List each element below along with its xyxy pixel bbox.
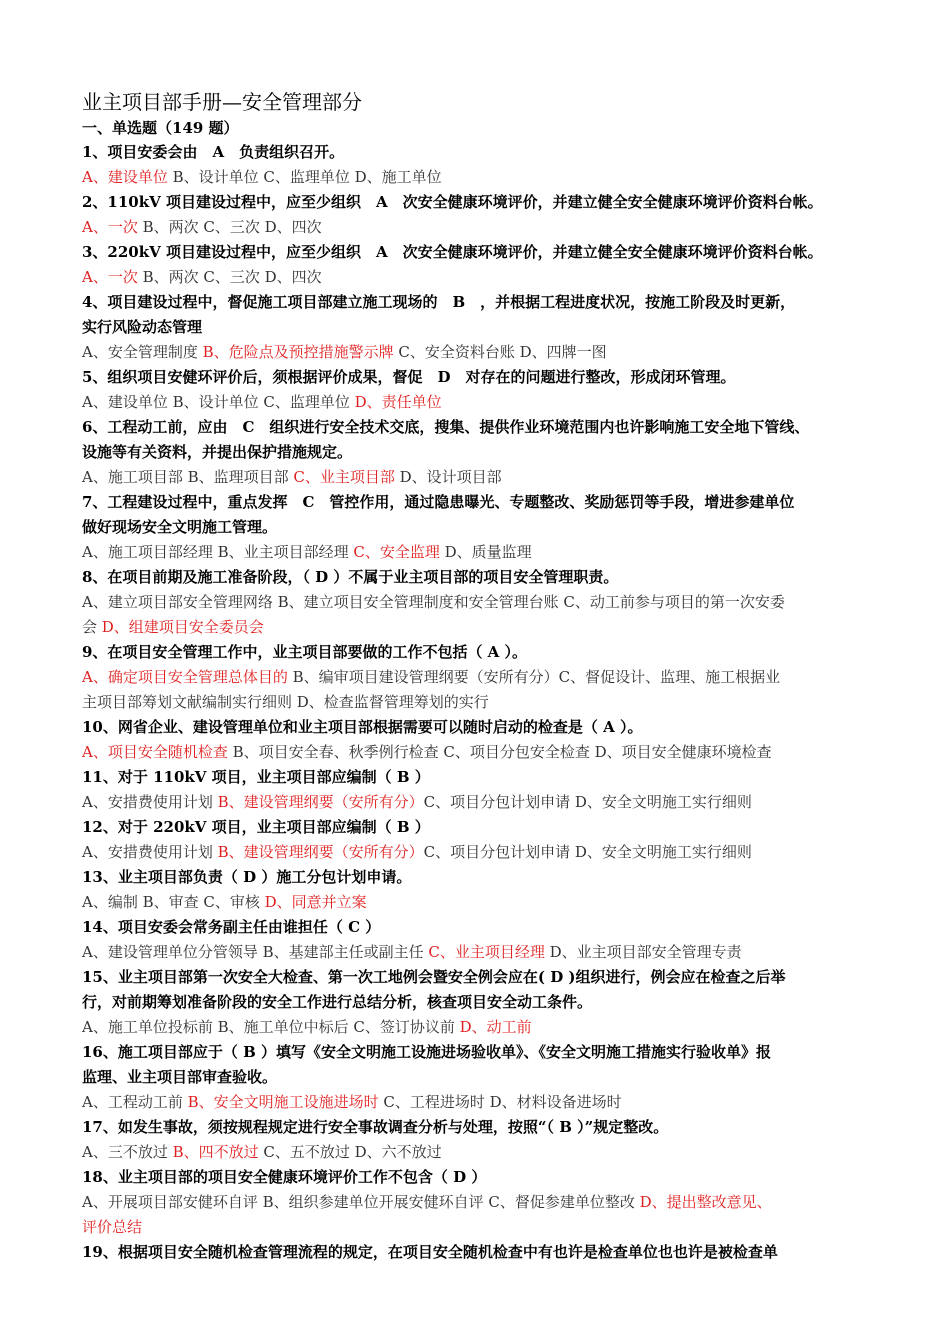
question-text: 13、业主项目部负责（ D ）施工分包计划申请。 (82, 868, 412, 886)
options-line (82, 465, 882, 490)
answer-option: B、建设管理纲要（安所有分） (217, 793, 424, 811)
option-text: C、五不放过 D、六不放过 (258, 1143, 442, 1161)
options-line (82, 390, 882, 415)
answer-option: B、建设管理纲要（安所有分） (217, 843, 424, 861)
question-text: 行，对前期筹划准备阶段的安全工作进行总结分析，核查项目安全动工条件。 (82, 993, 593, 1011)
option-text: B、两次 C、三次 D、四次 (137, 268, 322, 286)
option-text: A、建设单位 B、设计单位 C、监理单位 (82, 393, 355, 411)
question-block (82, 415, 882, 490)
option-text: D、设计项目部 (394, 468, 502, 486)
question-block (82, 190, 882, 240)
option-text: A、安全管理制度 (82, 343, 203, 361)
option-text: A、建立项目部安全管理网络 B、建立项目安全管理制度和安全管理台账 C、动工前参与项目的第一次安委 (82, 593, 785, 611)
question-text: 14、项目安委会常务副主任由谁担任（ C ） (82, 918, 381, 936)
question-block (82, 715, 882, 765)
question-text: 4、项目建设过程中，督促施工项目部建立施工现场的 B ，并根据工程进度状况，按施工阶段及时更新， (82, 293, 796, 311)
question-block (82, 1040, 882, 1115)
option-text: C、工程进场时 D、材料设备进场时 (378, 1093, 622, 1111)
option-text: B、项目安全春、秋季例行检查 C、项目分包安全检查 D、项目安全健康环境检查 (227, 743, 772, 761)
question-text: 9、在项目安全管理工作中，业主项目部要做的工作不包括（ A ）。 (82, 643, 528, 661)
question-block (82, 1240, 882, 1265)
answer-option: C、业主项目经理 (428, 943, 545, 961)
option-text: B、设计单位 C、监理单位 D、施工单位 (167, 168, 442, 186)
options-line (82, 265, 882, 290)
answer-option: B、四不放过 (172, 1143, 259, 1161)
answer-option: B、危险点及预控措施警示牌 (202, 343, 394, 361)
question-text: 3、220kV 项目建设过程中，应至少组织 A 次安全健康环境评价，并建立健全安全健康环境评价资料台帐。 (82, 243, 823, 261)
options-line (82, 215, 882, 240)
answer-option: A、建设单位 (82, 168, 168, 186)
question-block (82, 965, 882, 1040)
option-text: A、施工项目部 B、监理项目部 (82, 468, 294, 486)
question-text: 8、在项目前期及施工准备阶段，（ D ）不属于业主项目部的项目安全管理职责。 (82, 568, 619, 586)
option-text: D、质量监理 (439, 543, 532, 561)
section-heading: 一、单选题（149 题） (82, 119, 239, 137)
options-line (82, 540, 882, 565)
question-text: 2、110kV 项目建设过程中，应至少组织 A 次安全健康环境评价，并建立健全安全健康环境评价资料台帐。 (82, 193, 823, 211)
options-line (82, 165, 882, 190)
option-text: B、编审项目建设管理纲要（安所有分）C、督促设计、监理、施工根据业 (287, 668, 781, 686)
question-block (82, 865, 882, 915)
option-text: A、施工项目部经理 B、业主项目部经理 (82, 543, 354, 561)
answer-option: D、同意并立案 (264, 893, 367, 911)
option-text: D、业主项目部安全管理专责 (544, 943, 742, 961)
answer-option: C、业主项目部 (293, 468, 395, 486)
question-block (82, 490, 882, 565)
option-text: A、开展项目部安健环自评 B、组织参建单位开展安健环自评 C、督促参建单位整改 (82, 1193, 640, 1211)
options-line (82, 940, 882, 965)
question-block (82, 915, 882, 965)
answer-option: A、一次 (82, 268, 138, 286)
question-block (82, 565, 882, 640)
option-text: C、项目分包计划申请 D、安全文明施工实行细则 (423, 843, 752, 861)
question-block (82, 240, 882, 290)
option-text: C、项目分包计划申请 D、安全文明施工实行细则 (423, 793, 752, 811)
question-block (82, 140, 882, 190)
question-text: 7、工程建设过程中，重点发挥 C 管控作用，通过隐患曝光、专题整改、奖励惩罚等手段，增进参建单位 (82, 493, 795, 511)
options-line (82, 1190, 882, 1215)
question-list (82, 140, 882, 1265)
answer-option: C、安全监理 (353, 543, 440, 561)
options-line (82, 1140, 882, 1165)
question-block (82, 290, 882, 365)
answer-option: B、安全文明施工设施进场时 (187, 1093, 379, 1111)
option-text: A、施工单位投标前 B、施工单位中标后 C、签订协议前 (82, 1018, 460, 1036)
question-text: 18、业主项目部的项目安全健康环境评价工作不包含（ D ） (82, 1168, 487, 1186)
option-text: A、建设管理单位分管领导 B、基建部主任或副主任 (82, 943, 429, 961)
answer-option: D、组建项目安全委员会 (101, 618, 264, 636)
options-line (82, 1015, 882, 1040)
document-title: 业主项目部手册—安全管理部分 (82, 90, 362, 114)
answer-option: D、提出整改意见、 (639, 1193, 772, 1211)
option-text: A、编制 B、审查 C、审核 (82, 893, 265, 911)
question-text: 6、工程动工前，应由 C 组织进行安全技术交底，搜集、提供作业环境范围内也许影响施工安全地下管线、 (82, 418, 810, 436)
question-text: 10、网省企业、建设管理单位和业主项目部根据需要可以随时启动的检查是（ A ）。 (82, 718, 643, 736)
options-line (82, 590, 882, 615)
options-line (82, 1215, 882, 1240)
answer-option: 评价总结 (82, 1218, 143, 1236)
question-block (82, 815, 882, 865)
question-block (82, 365, 882, 415)
options-line (82, 615, 882, 640)
document-page (82, 88, 882, 1265)
options-line (82, 1090, 882, 1115)
question-block (82, 640, 882, 715)
answer-option: D、动工前 (459, 1018, 532, 1036)
options-line (82, 890, 882, 915)
option-text: 会 (82, 618, 102, 636)
answer-option: A、项目安全随机检查 (82, 743, 228, 761)
question-text: 19、根据项目安全随机检查管理流程的规定，在项目安全随机检查中有也许是检查单位也也许是被检查单 (82, 1243, 778, 1261)
option-text: B、两次 C、三次 D、四次 (137, 218, 322, 236)
question-block (82, 1115, 882, 1165)
question-text: 1、项目安委会由 A 负责组织召开。 (82, 143, 345, 161)
question-text: 5、组织项目安健环评价后，须根据评价成果，督促 D 对存在的问题进行整改，形成闭环管理。 (82, 368, 736, 386)
option-text: A、安措费使用计划 (82, 793, 218, 811)
question-text: 17、如发生事故，须按规程规定进行安全事故调查分析与处理，按照“（ B ）”规定整改。 (82, 1118, 669, 1136)
question-block (82, 765, 882, 815)
option-text: A、安措费使用计划 (82, 843, 218, 861)
answer-option: A、一次 (82, 218, 138, 236)
question-text: 15、业主项目部第一次安全大检查、第一次工地例会暨安全例会应在( D )组织进行，例会应在检查之后举 (82, 968, 786, 986)
answer-option: D、责任单位 (354, 393, 442, 411)
options-line (82, 740, 882, 765)
options-line (82, 840, 882, 865)
question-block (82, 1165, 882, 1240)
question-text: 设施等有关资料，并提出保护措施规定。 (82, 443, 353, 461)
options-line (82, 340, 882, 365)
option-text: C、安全资料台账 D、四牌一图 (393, 343, 607, 361)
options-line (82, 790, 882, 815)
question-text: 做好现场安全文明施工管理。 (82, 518, 278, 536)
question-text: 11、对于 110kV 项目，业主项目部应编制（ B ） (82, 768, 430, 786)
options-line (82, 690, 882, 715)
option-text: 主项目部筹划文献编制实行细则 D、检查监督管理筹划的实行 (82, 693, 489, 711)
options-line (82, 665, 882, 690)
question-text: 实行风险动态管理 (82, 318, 203, 336)
answer-option: A、确定项目安全管理总体目的 (82, 668, 288, 686)
question-text: 12、对于 220kV 项目，业主项目部应编制（ B ） (82, 818, 430, 836)
question-text: 监理、业主项目部审查验收。 (82, 1068, 278, 1086)
option-text: A、三不放过 (82, 1143, 173, 1161)
option-text: A、工程动工前 (82, 1093, 188, 1111)
question-text: 16、施工项目部应于（ B ）填写《安全文明施工设施进场验收单》、《安全文明施工措施实行验收单》报 (82, 1043, 772, 1061)
